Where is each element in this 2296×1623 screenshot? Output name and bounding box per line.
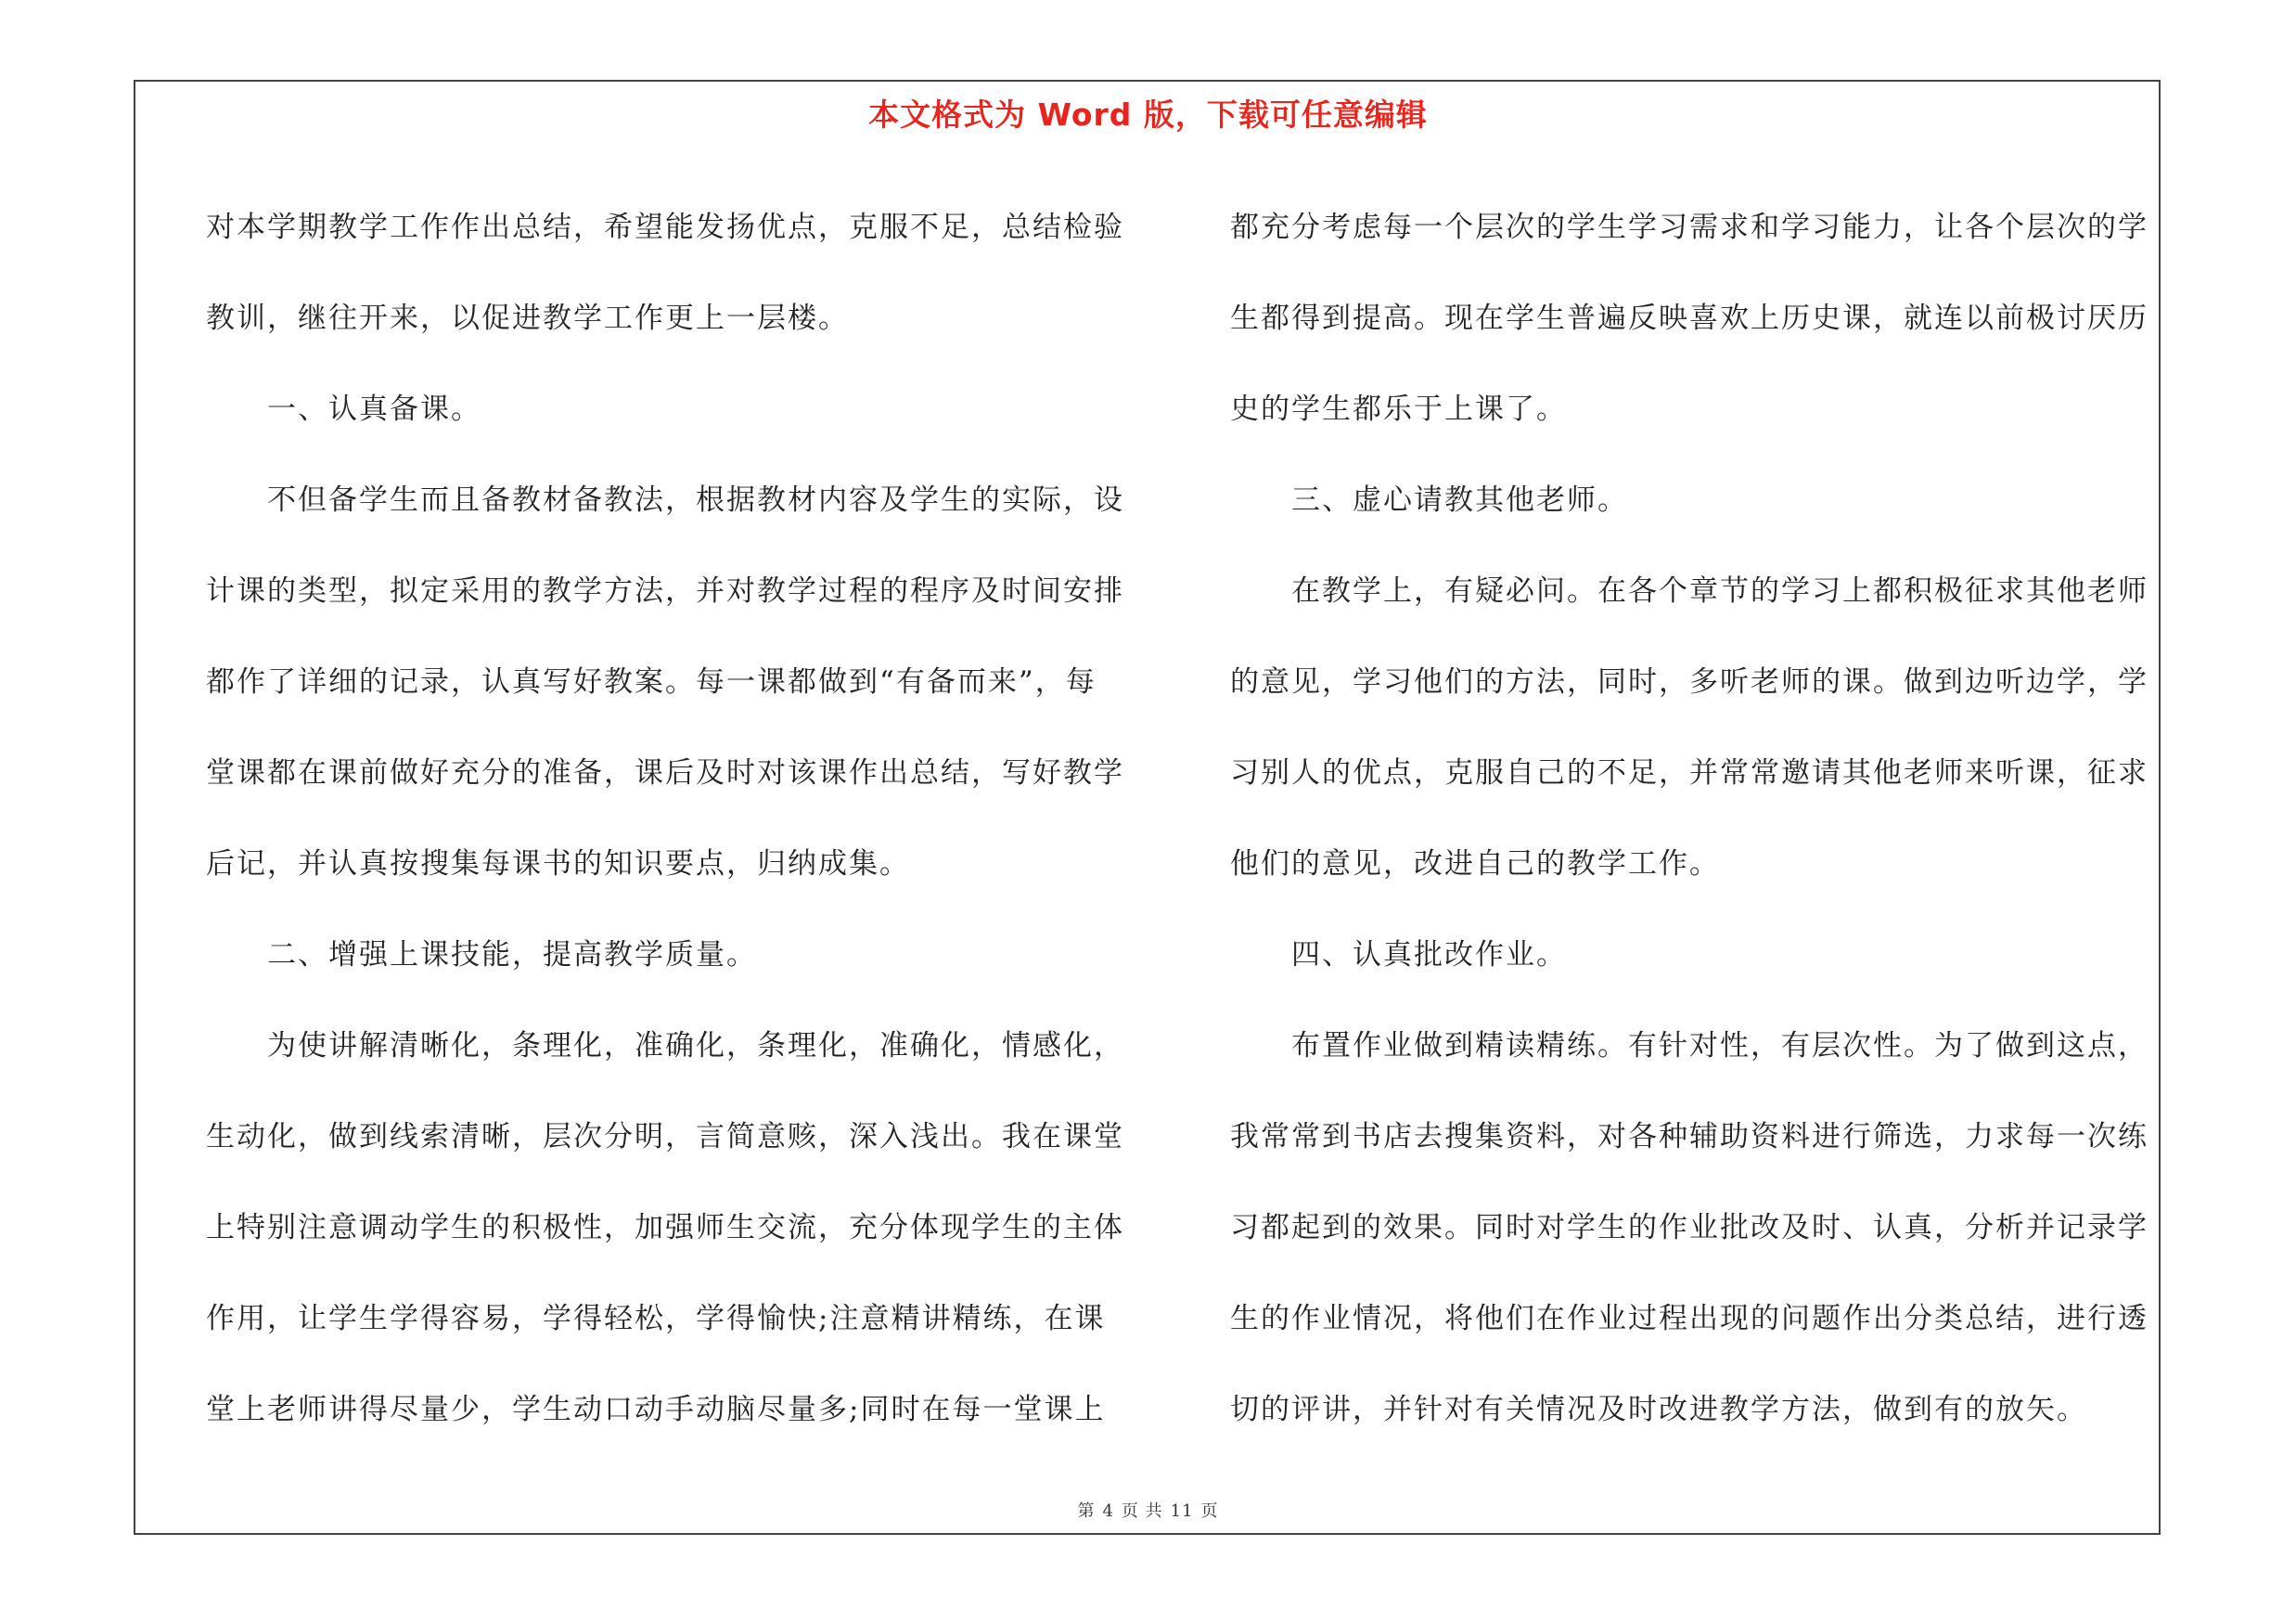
text-line: 都充分考虑每一个层次的学生学习需求和学习能力，让各个层次的学 (1230, 211, 2148, 244)
text-line: 堂上老师讲得尽量少，学生动口动手动脑尽量多;同时在每一堂课上 (206, 1393, 1106, 1426)
text-line: 切的评讲，并针对有关情况及时改进教学方法，做到有的放矢。 (1230, 1393, 2087, 1426)
text-line: 生动化，做到线索清晰，层次分明，言简意赅，深入浅出。我在课堂 (206, 1120, 1124, 1153)
footer-middle: 页 共 (1121, 1501, 1163, 1521)
footer-prefix: 第 (1077, 1501, 1096, 1521)
text-line: 生都得到提高。现在学生普遍反映喜欢上历史课，就连以前极讨厌历 (1230, 302, 2148, 335)
text-line: 都作了详细的记录，认真写好教案。每一课都做到“有备而来”，每 (206, 665, 1097, 699)
text-line: 后记，并认真按搜集每课书的知识要点，归纳成集。 (206, 847, 910, 881)
right-column (1230, 182, 2167, 1455)
text-line: 不但备学生而且备教材备教法，根据教材内容及学生的实际，设 (206, 483, 1124, 517)
left-column (206, 182, 1134, 1455)
text-line: 上特别注意调动学生的积极性，加强师生交流，充分体现学生的主体 (206, 1211, 1124, 1244)
footer-suffix: 页 (1200, 1501, 1219, 1521)
header-banner: 本文格式为 Word 版，下载可任意编辑 (868, 97, 1428, 133)
section-heading: 三、虚心请教其他老师。 (1230, 483, 1628, 517)
text-line: 生的作业情况，将他们在作业过程出现的问题作出分类总结，进行透 (1230, 1302, 2148, 1335)
text-line: 为使讲解清晰化，条理化，准确化，条理化，准确化，情感化， (206, 1029, 1124, 1063)
section-heading: 二、增强上课技能，提高教学质量。 (206, 938, 757, 972)
page-number: 4 (1102, 1501, 1114, 1521)
text-line: 教训，继往开来，以促进教学工作更上一层楼。 (206, 302, 849, 335)
text-line: 布置作业做到精读精练。有针对性，有层次性。为了做到这点， (1230, 1029, 2148, 1063)
text-line: 我常常到书店去搜集资料，对各种辅助资料进行筛选，力求每一次练 (1230, 1120, 2148, 1153)
text-line: 他们的意见，改进自己的教学工作。 (1230, 847, 1720, 881)
page-footer (0, 1498, 2296, 1522)
text-line: 作用，让学生学得容易，学得轻松，学得愉快;注意精讲精练，在课 (206, 1302, 1106, 1335)
text-line: 习都起到的效果。同时对学生的作业批改及时、认真，分析并记录学 (1230, 1211, 2148, 1244)
text-line: 习别人的优点，克服自己的不足，并常常邀请其他老师来听课，征求 (1230, 756, 2148, 790)
text-line: 堂课都在课前做好充分的准备，课后及时对该课作出总结，写好教学 (206, 756, 1124, 790)
total-pages: 11 (1170, 1501, 1194, 1521)
text-line: 对本学期教学工作作出总结，希望能发扬优点，克服不足，总结检验 (206, 211, 1124, 244)
text-line: 计课的类型，拟定采用的教学方法，并对教学过程的程序及时间安排 (206, 574, 1124, 608)
section-heading: 四、认真批改作业。 (1230, 938, 1567, 972)
text-line: 在教学上，有疑必问。在各个章节的学习上都积极征求其他老师 (1230, 574, 2148, 608)
text-line: 史的学生都乐于上课了。 (1230, 393, 1567, 426)
text-line: 的意见，学习他们的方法，同时，多听老师的课。做到边听边学，学 (1230, 665, 2148, 699)
section-heading: 一、认真备课。 (206, 393, 481, 426)
